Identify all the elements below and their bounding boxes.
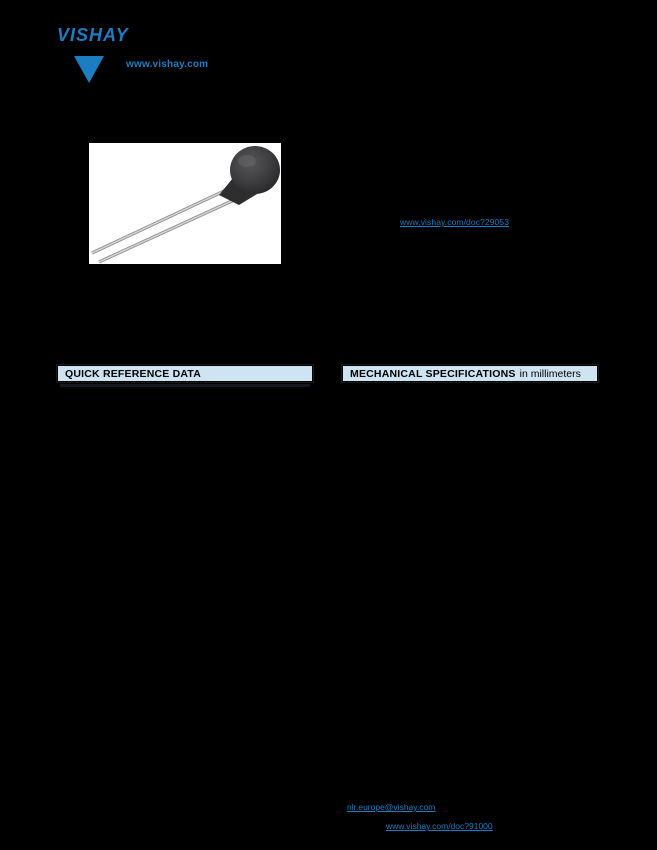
- curve-computation-link[interactable]: www.vishay.com/doc?29053: [400, 217, 510, 227]
- vishay-triangle-icon: [74, 56, 104, 83]
- contact-email-link[interactable]: nlr.europe@vishay.com: [347, 802, 436, 812]
- thermistor-image: [89, 143, 281, 264]
- table-header-remnant: [60, 384, 310, 387]
- mechanical-specifications-header: [342, 365, 598, 382]
- product-photo: [89, 143, 281, 264]
- quick-reference-data-header: [57, 365, 313, 382]
- mechanical-specifications-title: MECHANICAL SPECIFICATIONS: [350, 367, 516, 380]
- disclaimer-doc-link[interactable]: www.vishay.com/doc?91000: [386, 821, 493, 831]
- quick-reference-data-title: QUICK REFERENCE DATA: [65, 367, 202, 380]
- vishay-website-link[interactable]: www.vishay.com: [126, 59, 209, 70]
- vishay-logo-wordmark: VISHAY: [57, 25, 129, 45]
- mechanical-specifications-subtitle: in millimeters: [519, 367, 581, 380]
